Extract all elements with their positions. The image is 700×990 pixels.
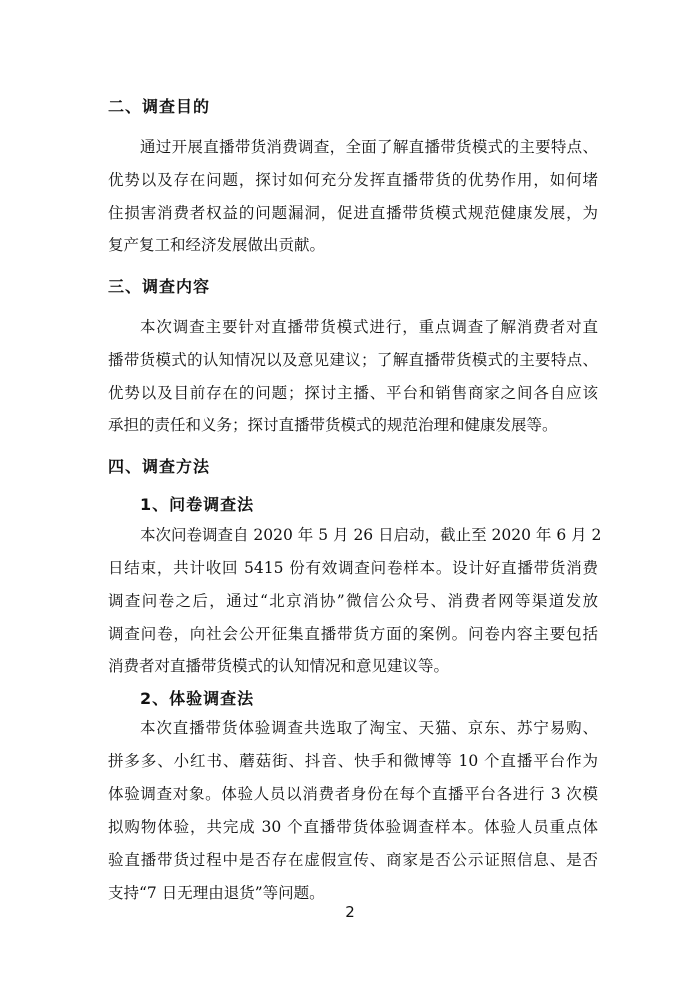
- paragraph-line: 本次问卷调查自 2020 年 5 月 26 日启动，截止至 2020 年 6 月 2: [140, 526, 602, 544]
- subsection-heading-experience: 2、体验调查法: [140, 689, 255, 708]
- paragraph-line: 播带货模式的认知情况以及意见建议；了解直播带货模式的主要特点、: [108, 351, 598, 369]
- paragraph-line: 本次直播带货体验调查共选取了淘宝、天猫、京东、苏宁易购、: [140, 719, 598, 737]
- paragraph-line: 日结束，共计收回 5415 份有效调查问卷样本。设计好直播带货消费: [108, 559, 598, 577]
- paragraph-line: 住损害消费者权益的问题漏洞，促进直播带货模式规范健康发展，为: [108, 204, 598, 222]
- subsection-heading-questionnaire: 1、问卷调查法: [140, 495, 255, 514]
- paragraph-line: 承担的责任和义务；探讨直播带货模式的规范治理和健康发展等。: [108, 416, 558, 434]
- section-heading-content: 三、调查内容: [108, 277, 211, 296]
- paragraph-line: 拼多多、小红书、蘑菇街、抖音、快手和微博等 10 个直播平台作为: [108, 752, 598, 770]
- paragraph-line: 优势以及目前存在的问题；探讨主播、平台和销售商家之间各自应该: [108, 384, 598, 402]
- paragraph-line: 拟购物体验，共完成 30 个直播带货体验调查样本。体验人员重点体: [108, 818, 598, 836]
- section-heading-method: 四、调查方法: [108, 457, 211, 476]
- paragraph-line: 验直播带货过程中是否存在虚假宣传、商家是否公示证照信息、是否: [108, 851, 598, 869]
- paragraph-line: 调查问卷之后，通过“北京消协”微信公众号、消费者网等渠道发放: [108, 592, 598, 610]
- paragraph-line: 消费者对直播带货模式的认知情况和意见建议等。: [108, 657, 450, 675]
- page-number: 2: [345, 903, 355, 921]
- paragraph-line: 优势以及存在问题，探讨如何充分发挥直播带货的优势作用，如何堵: [108, 171, 598, 189]
- paragraph-line: 复产复工和经济发展做出贡献。: [108, 236, 326, 254]
- section-heading-purpose: 二、调查目的: [108, 97, 211, 116]
- paragraph-line: 支持“7 日无理由退货”等问题。: [108, 884, 325, 902]
- paragraph-line: 调查问卷，向社会公开征集直播带货方面的案例。问卷内容主要包括: [108, 625, 598, 643]
- paragraph-line: 体验调查对象。体验人员以消费者身份在每个直播平台各进行 3 次模: [108, 785, 598, 803]
- paragraph-line: 本次调查主要针对直播带货模式进行，重点调查了解消费者对直: [140, 318, 598, 336]
- paragraph-line: 通过开展直播带货消费调查，全面了解直播带货模式的主要特点、: [140, 138, 598, 156]
